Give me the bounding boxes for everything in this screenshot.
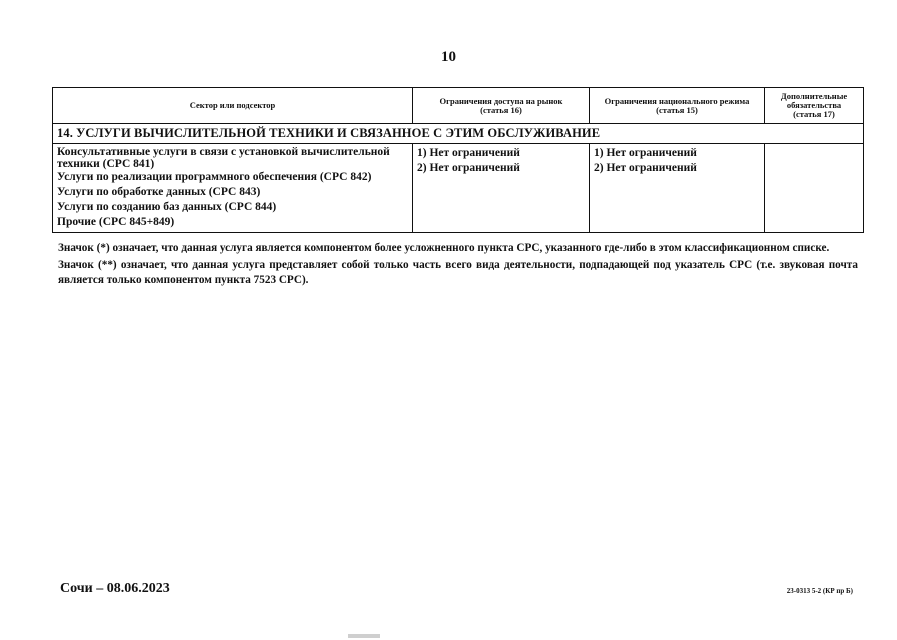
header-market-access: Ограничения доступа на рынок (статья 16)	[413, 88, 590, 124]
schedule-table	[52, 87, 864, 233]
header-additional-commitments: Дополнительные обязательства (статья 17)	[765, 88, 864, 124]
sector-item: Прочие (СРС 845+849)	[57, 216, 175, 228]
sector-cell	[53, 144, 413, 233]
footer-place-date: Сочи – 08.06.2023	[60, 581, 170, 596]
sector-item: Услуги по созданию баз данных (СРС 844)	[57, 201, 277, 213]
table-header-row	[53, 88, 864, 124]
market-access-cell: 1) Нет ограничений 2) Нет ограничений	[413, 144, 590, 233]
section-title: 14. УСЛУГИ ВЫЧИСЛИТЕЛЬНОЙ ТЕХНИКИ И СВЯЗАННОЕ С ЭТИМ ОБСЛУЖИВАНИЕ	[53, 124, 864, 144]
additional-commitments-cell	[765, 144, 864, 233]
national-treatment-cell: 1) Нет ограничений 2) Нет ограничений	[590, 144, 765, 233]
sector-item: Услуги по обработке данных (СРС 843)	[57, 186, 261, 198]
header-sector: Сектор или подсектор	[53, 88, 413, 124]
sector-item: Консультативные услуги в связи с установкой вычислительной техники (СРС 841)	[57, 146, 390, 170]
footnotes	[58, 241, 858, 290]
footnote-single-star: Значок (*) означает, что данная услуга является компонентом более усложненного пункта СРС, указанного где-либо в этом классификационном списке.	[58, 242, 830, 254]
header-national-treatment: Ограничения национального режима (статья 15)	[590, 88, 765, 124]
section-row	[53, 124, 864, 144]
sector-item: Услуги по реализации программного обеспечения (СРС 842)	[57, 171, 372, 183]
page-number: 10	[441, 49, 456, 65]
table-row	[53, 144, 864, 233]
footnote-double-star: Значок (**) означает, что данная услуга представляет собой только часть всего вида деятельности, подпадающей под указатель СРС (т.е. звуковая почта является только компонентом пункта 7523 СРС).	[58, 259, 858, 286]
footer-doc-code: 23-0313 5-2 (КР пр Б)	[786, 587, 853, 595]
scan-artifact	[348, 634, 380, 638]
